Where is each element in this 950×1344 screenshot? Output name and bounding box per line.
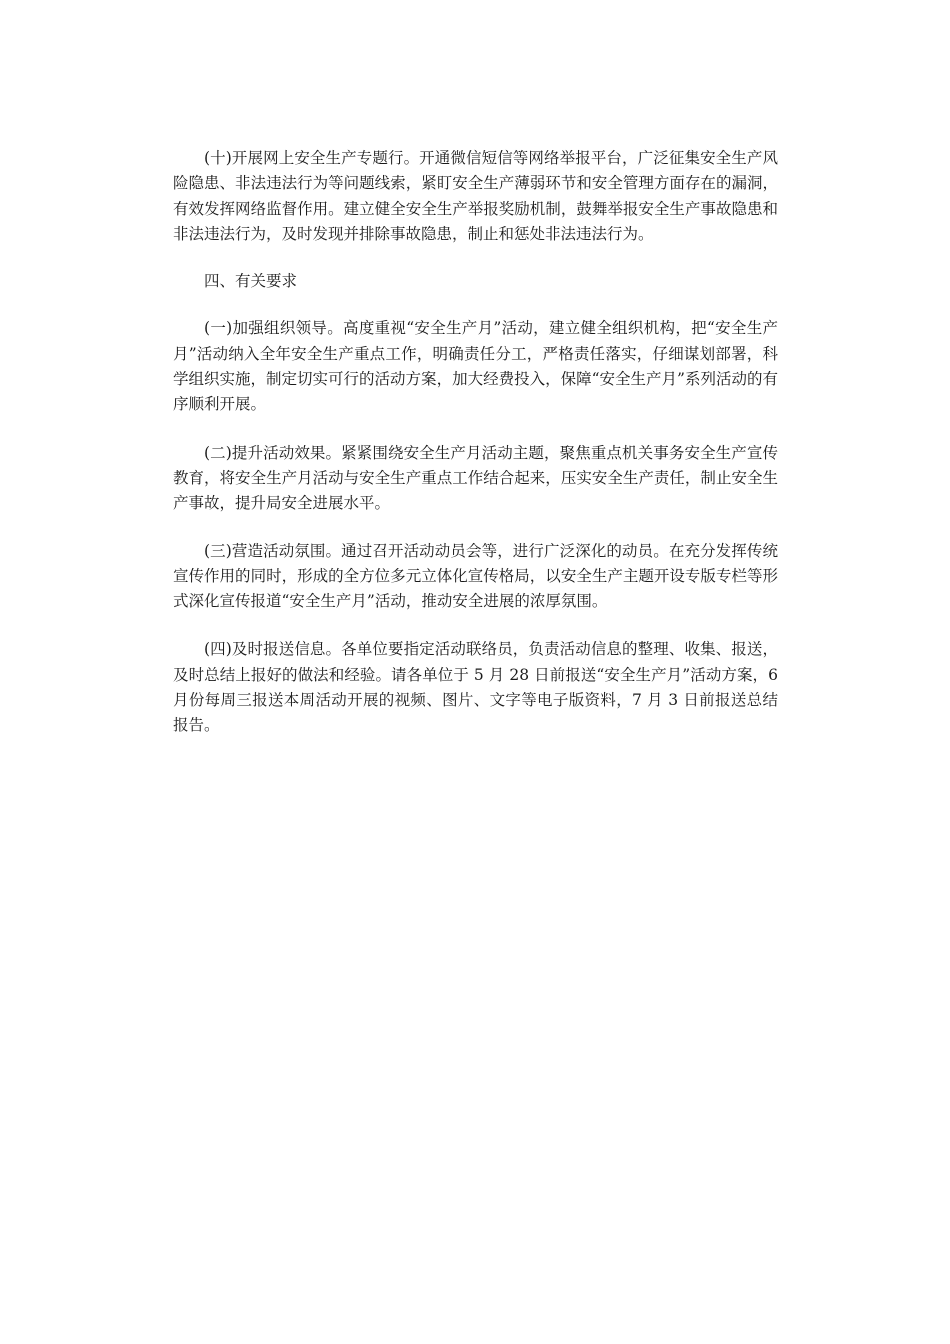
paragraph-spacer	[173, 517, 778, 539]
paragraph-spacer	[173, 294, 778, 316]
requirement-item-1: (一)加强组织领导。高度重视“安全生产月”活动，建立健全组织机构，把“安全生产月”活动纳入全年安全生产重点工作，明确责任分工，严格责任落实，仔细谋划部署，科学组织实施，制定切实可行的活动方案，加大经费投入，保障“安全生产月”系列活动的有序顺利开展。	[173, 319, 778, 414]
paragraph-spacer	[173, 418, 778, 441]
paragraph-item-10: (十)开展网上安全生产专题行。开通微信短信等网络举报平台，广泛征集安全生产风险隐患、非法违法行为等问题线索，紧盯安全生产薄弱环节和安全管理方面存在的漏洞，有效发挥网络监督作用。建立健全安全生产举报奖励机制，鼓舞举报安全生产事故隐患和非法违法行为，及时发现并排除事故隐患，制止和惩处非法违法行为。	[173, 149, 778, 243]
section-heading: 四、有关要求	[204, 272, 298, 291]
document-page	[173, 146, 778, 739]
requirement-item-3: (三)营造活动氛围。通过召开活动动员会等，进行广泛深化的动员。在充分发挥传统宣传作用的同时，形成的全方位多元立体化宣传格局，以安全生产主题开设专版专栏等形式深化宣传报道“安全生产月”活动，推动安全进展的浓厚氛围。	[173, 541, 778, 611]
requirement-item-4: (四)及时报送信息。各单位要指定活动联络员，负责活动信息的整理、收集、报送，及时总结上报好的做法和经验。请各单位于 5 月 28 日前报送“安全生产月”活动方案，6 月份每周三报送本周活动开展的视频、图片、文字等电子版资料，7 月 3 日前报送总结报告。	[173, 640, 778, 735]
requirement-item-2: (二)提升活动效果。紧紧围绕安全生产月活动主题，聚焦重点机关事务安全生产宣传教育，将安全生产月活动与安全生产重点工作结合起来，压实安全生产责任，制止安全生产事故，提升局安全进展水平。	[173, 443, 778, 513]
paragraph-spacer	[173, 614, 778, 637]
paragraph-spacer	[173, 247, 778, 269]
